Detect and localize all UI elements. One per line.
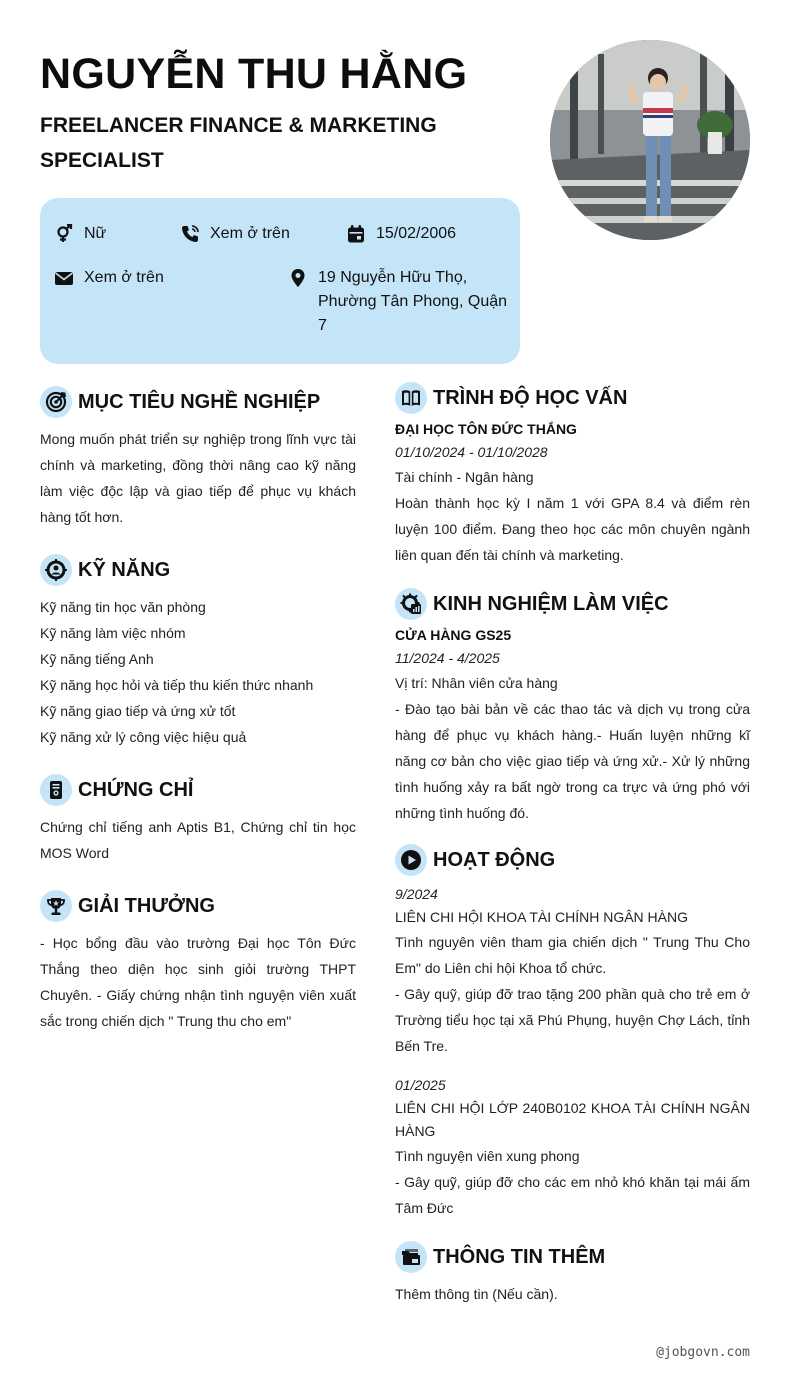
experience-heading [395,588,750,620]
gear-chart-icon [395,588,427,620]
awards-text: - Học bổng đầu vào trường Đại học Tôn Đức Thắng theo diện học sinh giỏi trường THPT Chuyên. - Giấy chứng nhận tình nguyện viên xuất sắc trong chiến dịch " Trung thu cho em" [40,935,356,1029]
gender-icon [54,222,76,246]
certificates-text: Chứng chỉ tiếng anh Aptis B1, Chứng chỉ tin học MOS Word [40,819,356,861]
phone-icon [180,222,202,246]
gender-text: Nữ [84,225,107,242]
skill-item: Kỹ năng giao tiếp và ứng xử tốt [40,703,236,719]
job-title: FREELANCER FINANCE & MARKETING SPECIALIST [40,114,437,172]
skill-item: Kỹ năng học hỏi và tiếp thu kiến thức nhanh [40,677,314,693]
skill-item: Kỹ năng tin học văn phòng [40,599,206,615]
awards-heading [40,890,356,922]
activity-item [395,1073,750,1221]
location-pin-icon [288,266,310,290]
activity-role: Tình nguyện viên xung phong [395,1148,580,1164]
activity-role: Tình nguyên viên tham gia chiến dịch " Trung Thu Cho Em" do Liên chi hội Khoa tổ chức. [395,934,750,976]
experience-description: - Đào tạo bài bản về các thao tác và dịch vụ trong cửa hàng để phục vụ khách hàng.- Huấn luyện những kĩ năng cơ bản cho việc giao tiếp và ứng xử.- Xử lý những tình huống xảy ra bất ngờ trong ca trực và ứng phó với những tình huống đó. [395,701,750,821]
phone-text: Xem ở trên [210,225,290,242]
skill-item: Kỹ năng làm việc nhóm [40,625,186,641]
profile-photo [550,40,750,240]
objective-heading [40,386,356,418]
objective-text: Mong muốn phát triển sự nghiệp trong lĩnh vực tài chính và marketing, đồng thời nâng cao kỹ năng làm việc độc lập và giao tiếp để phục vụ khách hàng tốt hơn. [40,431,356,525]
activity-org: LIÊN CHI HỘI LỚP 240B0102 KHOA TÀI CHÍNH NGÂN HÀNG [395,1100,750,1139]
education-major: Tài chính - Ngân hàng [395,469,534,485]
user-gear-icon [40,554,72,586]
education-title: TRÌNH ĐỘ HỌC VẤN [433,386,628,409]
skill-item: Kỹ năng xử lý công việc hiệu quả [40,729,247,745]
extra-info-heading [395,1241,750,1273]
certificate-icon [40,774,72,806]
calendar-icon [346,222,368,246]
activity-description: - Gây quỹ, giúp đỡ cho các em nhỏ khó khăn tại mái ấm Tâm Đức [395,1174,750,1216]
birthday-item [346,222,456,246]
education-dates: 01/10/2024 - 01/10/2028 [395,444,548,460]
education-heading [395,382,750,414]
school-name: ĐẠI HỌC TÔN ĐỨC THẮNG [395,421,577,437]
skills-title: KỸ NĂNG [78,558,171,581]
experience-title: KINH NGHIỆM LÀM VIỆC [433,592,669,615]
activity-org: LIÊN CHI HỘI KHOA TÀI CHÍNH NGÂN HÀNG [395,909,689,925]
education-description: Hoàn thành học kỳ I năm 1 với GPA 8.4 và điểm rèn luyện 100 điểm. Đang theo học các môn chuyên ngành liên quan đến tài chính và marketing. [395,495,750,563]
email-icon [54,266,76,290]
right-column [395,382,750,1307]
phone-item [180,222,290,246]
certificates-title: CHỨNG CHỈ [78,778,194,801]
birthday-text: 15/02/2006 [376,225,457,242]
book-icon [395,382,427,414]
activity-date: 9/2024 [395,886,438,902]
activity-item [395,882,750,1059]
watermark: @jobgovn.com [656,1345,750,1360]
left-column [40,386,356,1034]
candidate-name: NGUYỄN THU HẰNG [40,50,468,98]
skills-list [40,594,356,750]
activities-title: HOẠT ĐỘNG [433,848,556,871]
email-text: Xem ở trên [84,269,164,286]
address-item [288,266,510,338]
trophy-icon [40,890,72,922]
extra-info-title: THÔNG TIN THÊM [433,1245,606,1268]
contact-info-box [40,198,520,364]
activity-description: - Gây quỹ, giúp đỡ trao tặng 200 phần quà cho trẻ em ở Trường tiểu học tại xã Phú Phụng, huyện Chợ Lách, tỉnh Bến Tre. [395,986,750,1054]
address-text: 19 Nguyễn Hữu Thọ, Phường Tân Phong, Quận 7 [318,269,508,334]
company-name: CỬA HÀNG GS25 [395,627,512,643]
email-item [54,266,164,290]
experience-dates: 11/2024 - 4/2025 [395,650,500,666]
gender-item [54,222,106,246]
experience-position: Vị trí: Nhân viên cửa hàng [395,675,558,691]
extra-info-text: Thêm thông tin (Nếu cần). [395,1286,558,1302]
folder-icon [395,1241,427,1273]
play-icon [395,844,427,876]
activities-heading [395,844,750,876]
skill-item: Kỹ năng tiếng Anh [40,651,154,667]
skills-heading [40,554,356,586]
certificates-heading [40,774,356,806]
objective-title: MỤC TIÊU NGHỀ NGHIỆP [78,390,321,413]
awards-title: GIẢI THƯỞNG [78,894,215,917]
activity-date: 01/2025 [395,1077,446,1093]
target-icon [40,386,72,418]
